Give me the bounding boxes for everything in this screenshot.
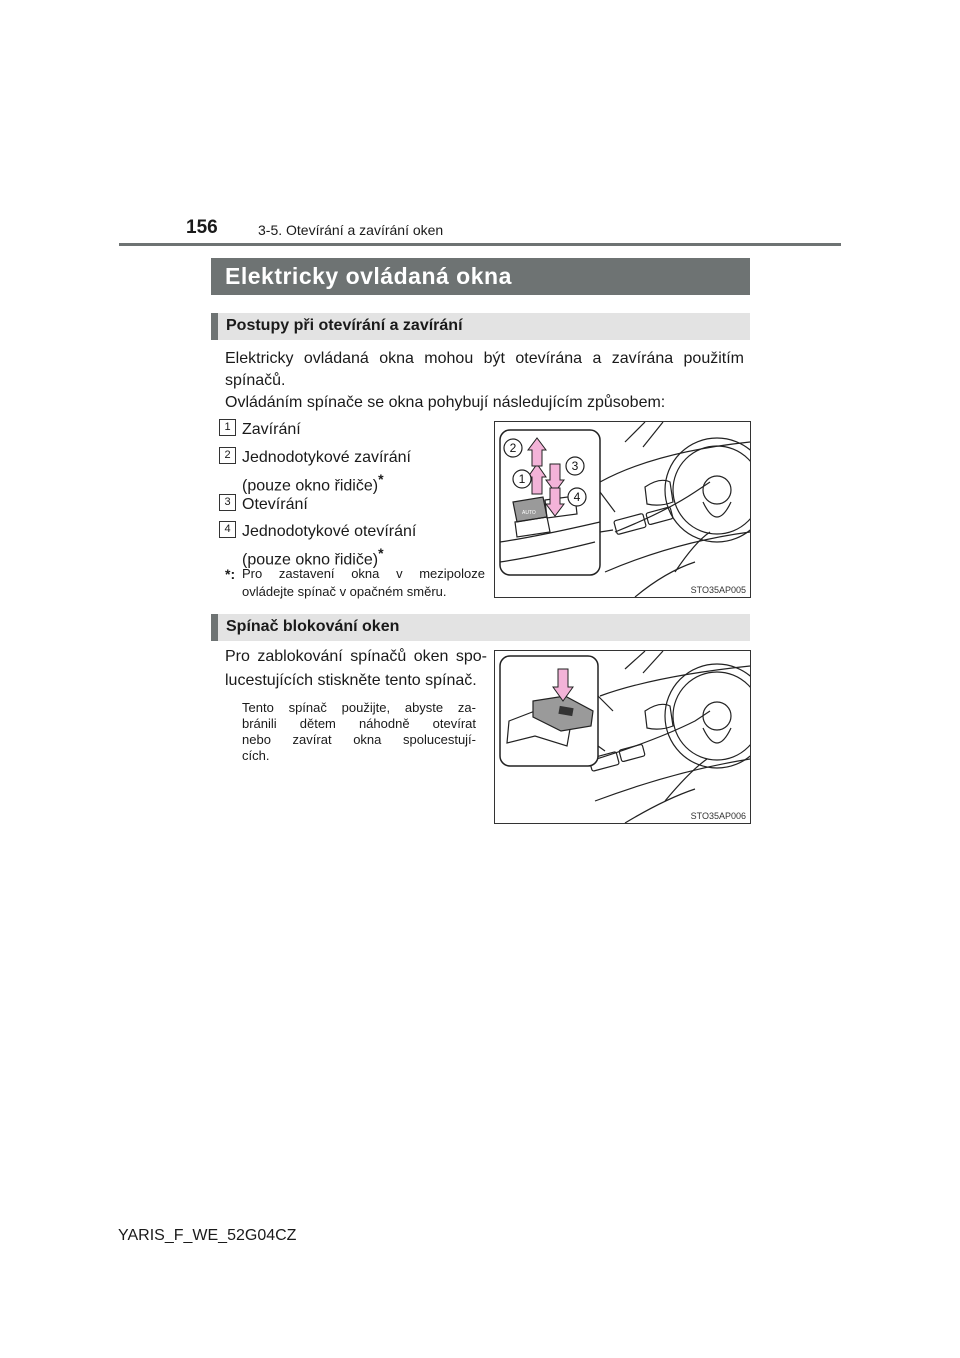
- item-driver-only-note: (pouze okno řidiče)*: [242, 471, 384, 495]
- callout-1: 1: [518, 472, 526, 486]
- intro-line-3: Ovládáním spínače se okna pohybují následujícím způsobem:: [225, 394, 666, 411]
- intro-line-2: spínačů.: [225, 372, 286, 389]
- item-number-box: 1: [219, 419, 236, 436]
- item-opening: Otevírání: [242, 496, 308, 513]
- item-driver-only-note: (pouze okno řidiče)*: [242, 545, 384, 569]
- figure-code: STO35AP006: [690, 811, 746, 821]
- footnote-star: *: [378, 545, 384, 561]
- item-number-box: 3: [219, 494, 236, 511]
- intro-line-1: Elektricky ovládaná okna mohou být otevírána a zavírána použitím: [225, 350, 744, 367]
- item-number-box: 2: [219, 447, 236, 464]
- figure-window-lock-switch: [494, 650, 751, 824]
- footnote-line-1: Pro zastavení okna v mezipoloze: [242, 566, 485, 581]
- section-heading-procedures: [211, 313, 750, 340]
- lock-note-line-1: Tento spínač použijte, abyste za-: [242, 700, 476, 715]
- switch-auto-label: AUTO: [522, 510, 536, 516]
- callout-2: 2: [509, 441, 517, 455]
- section-title: Spínač blokování oken: [226, 618, 400, 635]
- footnote-line-2: ovládejte spínač v opačném směru.: [242, 584, 447, 599]
- breadcrumb: 3-5. Otevírání a zavírání oken: [258, 222, 444, 238]
- window-switch-illustration: [495, 422, 750, 597]
- section-heading-window-lock: [211, 614, 750, 641]
- figure-window-switch: [494, 421, 751, 598]
- footnote-star: *: [378, 471, 384, 487]
- section-accent: [211, 614, 218, 641]
- item-closing: Zavírání: [242, 421, 301, 438]
- callout-4: 4: [573, 490, 581, 504]
- window-lock-illustration: [495, 651, 750, 823]
- page-number: 156: [186, 217, 218, 238]
- callout-3: 3: [571, 459, 579, 473]
- document-code: YARIS_F_WE_52G04CZ: [118, 1227, 297, 1244]
- lock-text-line-1: Pro zablokování spínačů oken spo-: [225, 648, 487, 665]
- item-number-box: 4: [219, 521, 236, 538]
- item-one-touch-closing: Jednodotykové zavírání: [242, 449, 411, 466]
- lock-note-line-4: cích.: [242, 748, 270, 763]
- lock-text-line-2: lucestujících stiskněte tento spínač.: [225, 672, 477, 689]
- header-divider: [119, 243, 841, 246]
- page-title: Elektricky ovládaná okna: [225, 263, 512, 289]
- lock-note-line-3: nebo zavírat okna spolucestují-: [242, 732, 476, 747]
- figure-code: STO35AP005: [690, 585, 746, 595]
- section-title: Postupy při otevírání a zavírání: [226, 317, 463, 334]
- section-accent: [211, 313, 218, 340]
- footnote-mark: *:: [225, 566, 236, 582]
- lock-note-line-2: bránili dětem náhodně otevírat: [242, 716, 476, 731]
- item-one-touch-opening: Jednodotykové otevírání: [242, 523, 417, 540]
